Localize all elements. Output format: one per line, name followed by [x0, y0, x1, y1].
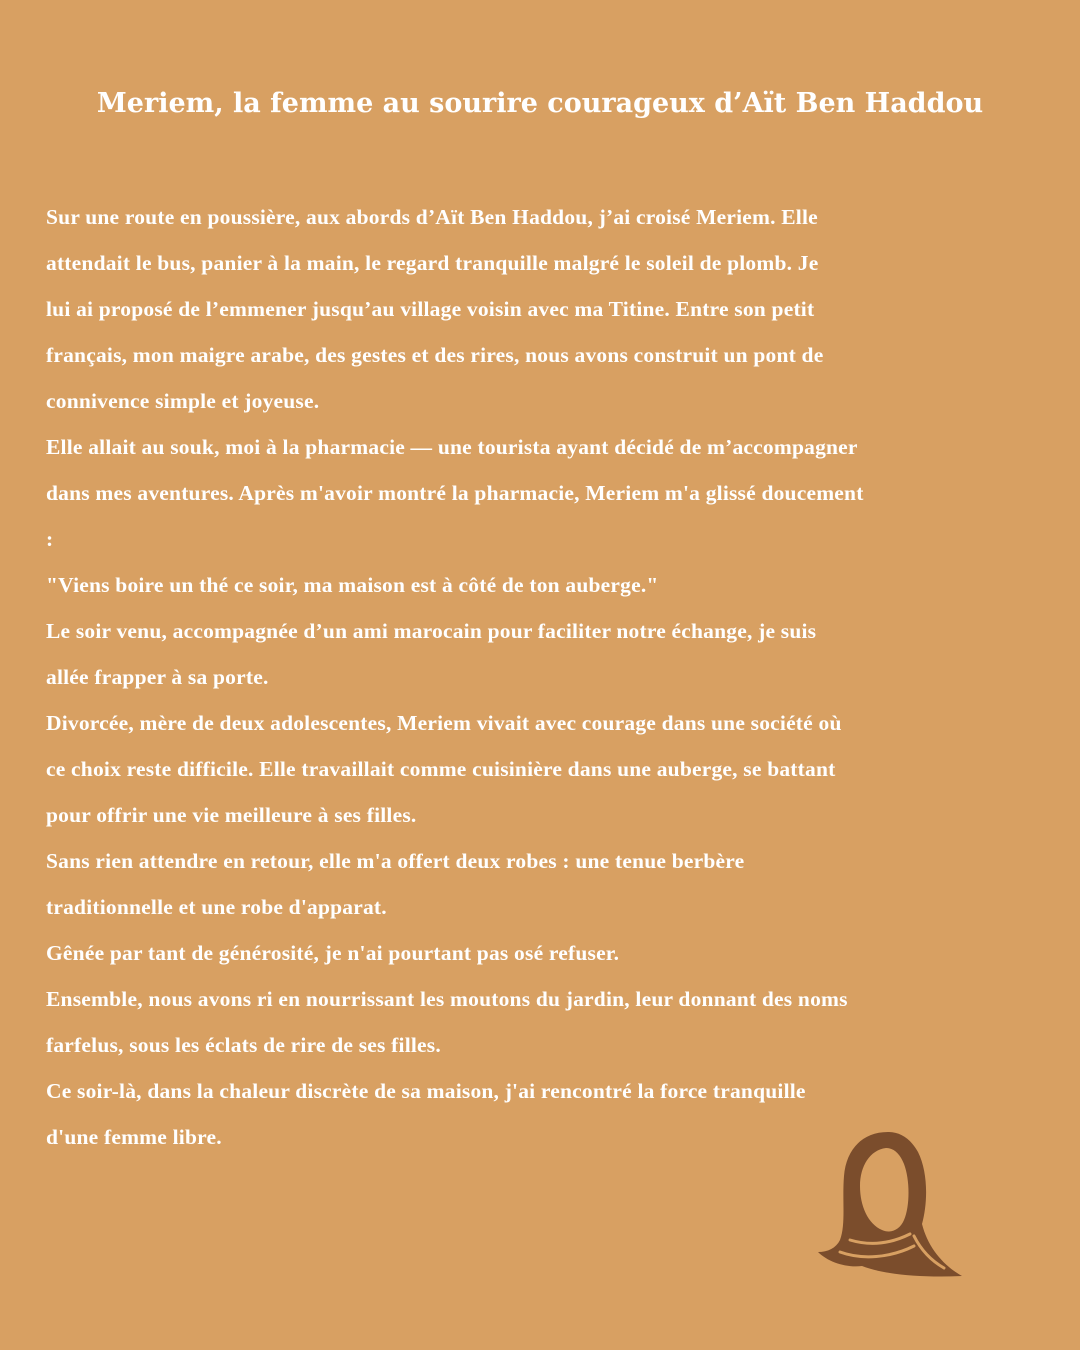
text-line: : [46, 527, 54, 551]
text-line: français, mon maigre arabe, des gestes et des rires, nous avons construit un pont de [46, 343, 824, 367]
text-line: Sur une route en poussière, aux abords d’Aït Ben Haddou, j’ai croisé Meriem. Elle [46, 205, 818, 229]
text-line: Elle allait au souk, moi à la pharmacie — une tourista ayant décidé de m’accompagner [46, 435, 858, 459]
story-text [46, 194, 1046, 1160]
text-line: lui ai proposé de l’emmener jusqu’au village voisin avec ma Titine. Entre son petit [46, 297, 815, 321]
page-title: Meriem, la femme au sourire courageux d’Aït Ben Haddou [96, 88, 984, 119]
text-line: d'une femme libre. [46, 1125, 222, 1149]
text-line: connivence simple et joyeuse. [46, 389, 320, 413]
text-line: pour offrir une vie meilleure à ses filles. [46, 803, 417, 827]
text-line: Le soir venu, accompagnée d’un ami marocain pour faciliter notre échange, je suis [46, 619, 817, 643]
text-line: Ensemble, nous avons ri en nourrissant les moutons du jardin, leur donnant des noms [46, 987, 848, 1011]
text-line: farfelus, sous les éclats de rire de ses filles. [46, 1033, 441, 1057]
text-line: dans mes aventures. Après m'avoir montré la pharmacie, Meriem m'a glissé doucement [46, 481, 864, 505]
text-line: Sans rien attendre en retour, elle m'a offert deux robes : une tenue berbère [46, 849, 745, 873]
headscarf-woman-icon [810, 1128, 970, 1280]
text-line: Ce soir-là, dans la chaleur discrète de sa maison, j'ai rencontré la force tranquille [46, 1079, 806, 1103]
text-line: allée frapper à sa porte. [46, 665, 269, 689]
text-line: Divorcée, mère de deux adolescentes, Meriem vivait avec courage dans une société où [46, 711, 842, 735]
text-line: ce choix reste difficile. Elle travaillait comme cuisinière dans une auberge, se battant [46, 757, 836, 781]
text-line: Gênée par tant de générosité, je n'ai pourtant pas osé refuser. [46, 941, 620, 965]
text-line: attendait le bus, panier à la main, le regard tranquille malgré le soleil de plomb. Je [46, 251, 819, 275]
text-line: "Viens boire un thé ce soir, ma maison est à côté de ton auberge." [46, 573, 659, 597]
text-line: traditionnelle et une robe d'apparat. [46, 895, 387, 919]
